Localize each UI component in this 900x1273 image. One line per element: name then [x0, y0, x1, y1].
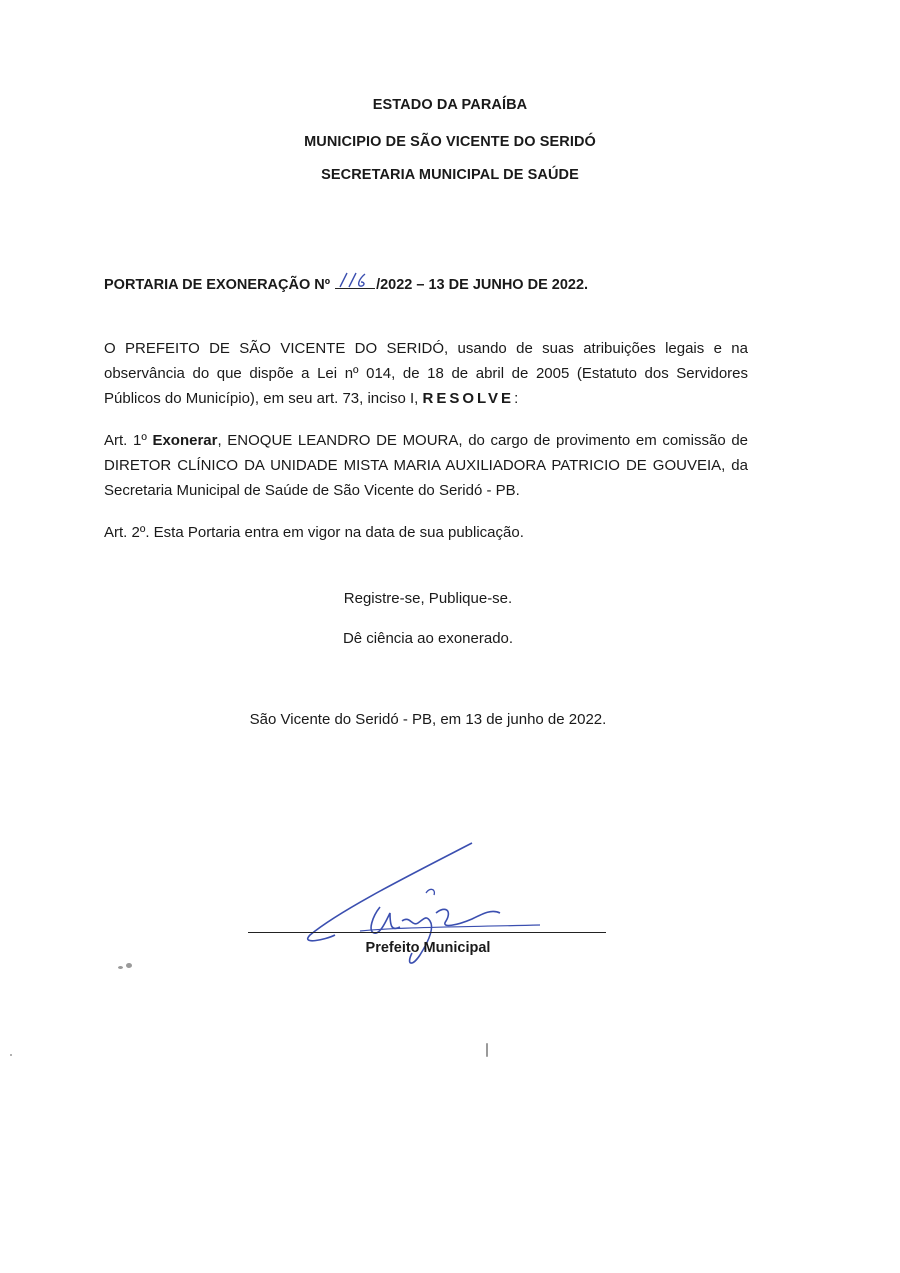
header-secretariat: SECRETARIA MUNICIPAL DE SAÚDE: [321, 167, 579, 183]
article-1-label: Art. 1º: [104, 432, 153, 449]
closing-notice: Dê ciência ao exonerado.: [342, 630, 514, 647]
preamble-text: O PREFEITO DE SÃO VICENTE DO SERIDÓ, usando de suas atribuições legais e na observância do que dispõe a Lei nº 014, de 18 de abril de 2005 (Estatuto dos Servidores Públicos do Município), em seu art. 73, inciso I,: [104, 340, 748, 407]
scan-speck: [118, 966, 123, 969]
place-date: São Vicente do Seridó - PB, em 13 de junho de 2022.: [249, 711, 607, 728]
article-2-paragraph: Art. 2º. Esta Portaria entra em vigor na data de sua publicação.: [104, 524, 524, 541]
signature-caption: Prefeito Municipal: [365, 940, 491, 956]
scan-speck: [126, 963, 132, 968]
portaria-suffix: /2022 – 13 DE JUNHO DE 2022.: [376, 277, 589, 293]
signature-line: [248, 932, 606, 933]
article-1-text: , ENOQUE LEANDRO DE MOURA, do cargo de provimento em comissão de DIRETOR CLÍNICO DA UNIDADE MISTA MARIA AUXILIADORA PATRICIO DE GOUVEIA, da Secretaria Municipal de Saúde de São Vicente do Seridó - PB.: [104, 432, 748, 499]
portaria-prefix: PORTARIA DE EXONERAÇÃO Nº: [104, 277, 331, 293]
preamble-colon: :: [514, 390, 519, 407]
article-1-verb: Exonerar: [152, 432, 218, 449]
portaria-number-handwritten: [335, 274, 375, 289]
scan-speck: [10, 1054, 12, 1056]
closing-register: Registre-se, Publique-se.: [343, 590, 513, 607]
resolve-word: RESOLVE: [422, 390, 515, 407]
article-1-paragraph: [104, 428, 748, 503]
scan-speck: [486, 1043, 488, 1057]
signature-scribble: [240, 835, 620, 985]
header-municipality: MUNICIPIO DE SÃO VICENTE DO SERIDÓ: [304, 134, 596, 150]
header-state: ESTADO DA PARAÍBA: [372, 97, 528, 113]
portaria-title: [104, 274, 588, 293]
handwritten-number-icon: [337, 271, 375, 289]
preamble-paragraph: [104, 336, 748, 411]
